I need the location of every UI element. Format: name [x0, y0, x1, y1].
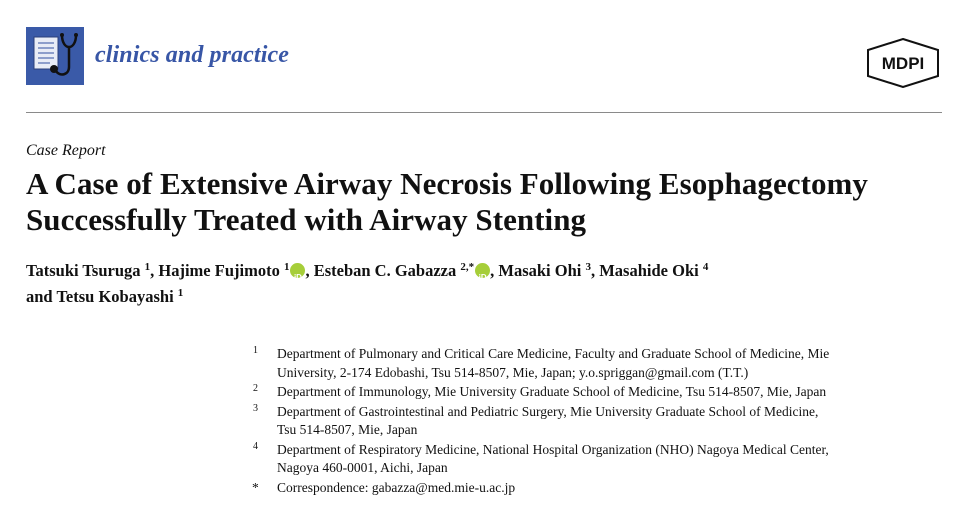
- author-name: Tatsuki Tsuruga: [26, 261, 141, 280]
- title-line-2: Successfully Treated with Airway Stenting: [26, 202, 587, 237]
- authors-line-2: and Tetsu Kobayashi $^1$: [26, 286, 184, 306]
- author-affiliation: 1: [283, 260, 290, 273]
- correspondence: [250, 479, 930, 498]
- affiliation-item: 2 Department of Immunology, Mie University Graduate School of Medicine, Tsu 514-8507, Mie, Japan: [250, 383, 930, 402]
- orcid-icon[interactable]: iD: [290, 263, 305, 278]
- title-line-1: A Case of Extensive Airway Necrosis Following Esophagectomy: [26, 166, 868, 201]
- correspondence-email[interactable]: Correspondence: gabazza@med.mie-u.ac.jp: [277, 479, 516, 495]
- author-name: Masahide Oki: [599, 261, 699, 280]
- affiliation-number: 1: [253, 345, 258, 356]
- affiliation-item: 4 Department of Respiratory Medicine, National Hospital Organization (NHO) Nagoya Medical Center, Nagoya 460-0001, Aichi, Japan: [250, 441, 930, 478]
- affiliations: [250, 345, 930, 498]
- affiliation-number: 2: [253, 383, 258, 394]
- article-type: Case Report: [26, 142, 106, 159]
- authors-line-1: Tatsuki Tsuruga $^1$, Hajime Fujimoto $^1$ iD , Esteban C. Gabazza $^{2,*}$ iD , Masaki Ohi $^3$, Masahide Oki $^4$: [26, 260, 709, 282]
- affiliation-item: 3 Department of Gastrointestinal and Pediatric Surgery, Mie University Graduate School of Medicine, Tsu 514-8507, Mie, Japan: [250, 403, 930, 440]
- journal-name: clinics and practice: [95, 42, 289, 68]
- header-divider: [26, 112, 942, 113]
- orcid-icon[interactable]: iD: [475, 263, 490, 278]
- author-affiliation: 1: [144, 260, 151, 273]
- article-title: [26, 166, 956, 238]
- affiliation-number: 3: [253, 402, 258, 414]
- correspondence-marker: *: [252, 479, 259, 495]
- affiliation-number: 4: [253, 440, 258, 452]
- mdpi-logo-text: MDPI: [881, 54, 925, 73]
- author-affiliation: 2,*: [460, 260, 475, 273]
- author-name: Tetsu Kobayashi: [56, 287, 174, 306]
- affiliation-item: 1 Department of Pulmonary and Critical Care Medicine, Faculty and Graduate School of Medicine, Mie University, 2-174 Edobashi, Tsu 514-8507, Mie, Japan; y.o.spriggan@gmail.com (T.T.): [250, 345, 930, 382]
- author-affiliation: 3: [585, 260, 591, 273]
- author-affiliation: 4: [702, 260, 709, 273]
- stethoscope-document-icon: [26, 27, 84, 85]
- mdpi-logo: [866, 38, 940, 88]
- author-affiliation: 1: [177, 286, 184, 299]
- author-list: [26, 258, 926, 310]
- author-name: Hajime Fujimoto: [158, 261, 280, 280]
- journal-header: [0, 0, 960, 110]
- author-name: Masaki Ohi: [498, 261, 582, 280]
- author-name: Esteban C. Gabazza: [313, 261, 457, 280]
